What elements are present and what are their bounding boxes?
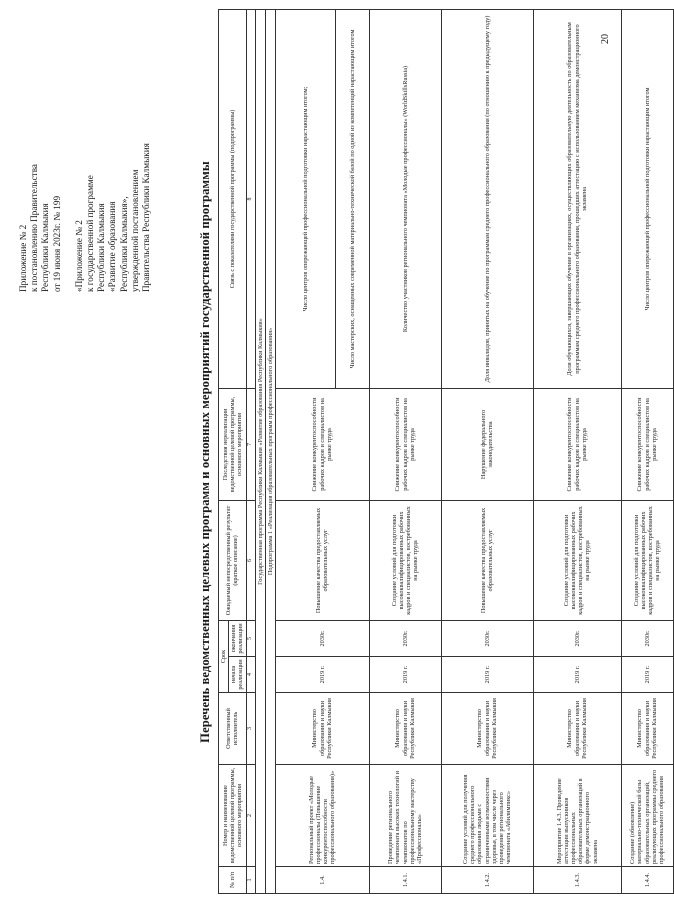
cell-end: 2030г. [533, 620, 621, 656]
cell-result: Повышение качества предоставляемых образовательных услуг [441, 500, 533, 620]
cell-name: Создание условий для получения среднего профессионального образования людьми с ограниченными возможностями здоровья, в том числе через проведение регионального чемпионата «Абилимпикс» [441, 765, 533, 867]
cell-start: 2019 г. [441, 657, 533, 693]
col-header-executor: Ответственный исполнитель [219, 693, 247, 765]
cell-result: Повышение качества предоставляемых образовательных услуг [275, 500, 369, 620]
cell-start: 2019 г. [369, 657, 441, 693]
cell-number: 1.4.2. [441, 867, 533, 894]
header-line: Республики Калмыкия», [118, 196, 129, 292]
table-row [533, 9, 621, 893]
cell-name: Региональный проект «Молодые профессионалы (Повышение конкурентоспособности профессионального образования)» [275, 765, 369, 867]
col-number: 3 [246, 693, 255, 765]
cell-number: 1.4.3. [533, 867, 621, 894]
cell-indicator: Доля инвалидов, принятых на обучение по программам среднего профессионального образования (по отношению к предыдущему году) [441, 9, 533, 388]
col-number: 4 [246, 657, 255, 693]
cell-result: Создание условий для подготовки высококвалифицированных рабочих кадров и специалистов, востребованных на рынке труда [369, 500, 441, 620]
col-header-name: Номер и наименование ведомственной целевой программы, основного мероприятия [219, 765, 247, 867]
col-header-term: Срок [219, 620, 229, 692]
cell-number: 1.4.4. [621, 867, 673, 894]
header-line: утвержденной постановлением [129, 169, 140, 292]
cell-start: 2019 г. [533, 657, 621, 693]
cell-consequences: Нарушение федерального законодательства [441, 388, 533, 500]
col-header-end: окончания реализации [229, 620, 246, 656]
document-title: Перечень ведомственных целевых программ и основных мероприятий государственной программы [198, 161, 212, 743]
cell-name: Создание (обновление) материально-технической базы образовательных организаций, реализующих программы среднего профессионального образования [621, 765, 673, 867]
subprogram-title-row: Подпрограмма 1 «Реализация образовательных программ профессионального образования» [265, 9, 275, 893]
cell-consequences: Снижение конкурентоспособности рабочих кадров и специалистов на рынке труда [369, 388, 441, 500]
table-row [621, 9, 673, 893]
page-number: 20 [600, 34, 611, 44]
cell-executor: Министерство образования и науки Республики Калмыкия [441, 693, 533, 765]
cell-indicator: Число мастерских, оснащенных современной материально-технической базой по одной из компетенций нарастающим итогом [335, 9, 369, 388]
program-title-row: Государственная программа Республики Калмыкия «Развитие образования Республики Калмыкия» [255, 9, 265, 893]
appendix-header [18, 32, 152, 292]
cell-indicator: Доля обучающихся, завершающих обучение в организациях, осуществляющих образовательную деятельность по образовательным программам среднего профессионального образования, прошедших аттестацию с использованием механизма демонстрационного экзамена [533, 9, 621, 388]
col-number: 2 [246, 765, 255, 867]
cell-consequences: Снижение конкурентоспособности рабочих кадров и специалистов на рынке труда [275, 388, 369, 500]
cell-executor: Министерство образования и науки Республики Калмыкия [369, 693, 441, 765]
cell-end: 2030г. [621, 620, 673, 656]
col-number: 5 [246, 620, 255, 656]
col-number: 1 [246, 867, 255, 894]
table-row [275, 9, 335, 893]
col-header-number: № п/п [219, 867, 247, 894]
measures-table [218, 9, 674, 894]
col-header-indicators: Связь с показателями государственной программы (подпрограммы) [219, 9, 247, 388]
header-line: к постановлению Правительства [29, 164, 40, 292]
col-header-start: начала реализации [229, 657, 246, 693]
table-row [369, 9, 441, 893]
header-line: «Развитие образования [107, 201, 118, 292]
cell-indicator: Количество участников регионального чемпионата «Молодые профессионалы» (WorldSkillsRussia) [369, 9, 441, 388]
cell-end: 2030г. [441, 620, 533, 656]
table-row [441, 9, 533, 893]
cell-end: 2030г. [369, 620, 441, 656]
header-line: от 19 июня 2023г. № 199 [51, 195, 62, 292]
cell-name: Мероприятие 1.4.3. Проведение аттестации выпускников профессиональных образовательных организаций в форме демонстрационного экзамена [533, 765, 621, 867]
cell-executor: Министерство образования и науки Республики Калмыкия [533, 693, 621, 765]
cell-indicator: Число центров опережающей профессиональной подготовки нарастающим итогом [621, 9, 673, 388]
cell-indicator: Число центров опережающей профессиональной подготовки нарастающим итогом; [275, 9, 335, 388]
cell-consequences: Снижение конкурентоспособности рабочих кадров и специалистов на рынке труда [533, 388, 621, 500]
cell-result: Создание условий для подготовки высококвалифицированных рабочих кадров и специалистов, востребованных на рынке труда [621, 500, 673, 620]
col-header-consequences: Последствия нереализации ведомственной целевой программы, основного мероприятия [219, 388, 247, 500]
header-line: Республики Калмыкия [96, 203, 107, 292]
header-line: «Приложение № 2 [73, 220, 84, 292]
col-number: 8 [246, 9, 255, 388]
header-line: Приложение № 2 [18, 224, 28, 292]
cell-number: 1.4.1. [369, 867, 441, 894]
col-header-result: Ожидаемый непосредственный результат (краткое описание) [219, 500, 247, 620]
cell-executor: Министерство образования и науки Республики Калмыкия [621, 693, 673, 765]
col-number: 6 [246, 500, 255, 620]
header-line: к государственной программе [85, 175, 96, 292]
cell-executor: Министерство образования и науки Республики Калмыкия [275, 693, 369, 765]
cell-consequences: Снижение конкурентоспособности рабочих кадров и специалистов на рынке труда [621, 388, 673, 500]
header-line: Республики Калмыкия [40, 203, 51, 292]
cell-end: 2030г. [275, 620, 369, 656]
header-line: Правительства Республики Калмыкия [141, 143, 152, 292]
cell-name: Проведение регионального чемпионата высоких технологий и чемпионатов по профессиональному мастерству «Профессионалы» [369, 765, 441, 867]
cell-start: 2019 г. [621, 657, 673, 693]
cell-number: 1.4. [275, 867, 369, 894]
col-number: 7 [246, 388, 255, 500]
cell-result: Создание условий для подготовки высококвалифицированных рабочих кадров и специалистов, востребованных на рынке труда [533, 500, 621, 620]
cell-start: 2019 г. [275, 657, 369, 693]
